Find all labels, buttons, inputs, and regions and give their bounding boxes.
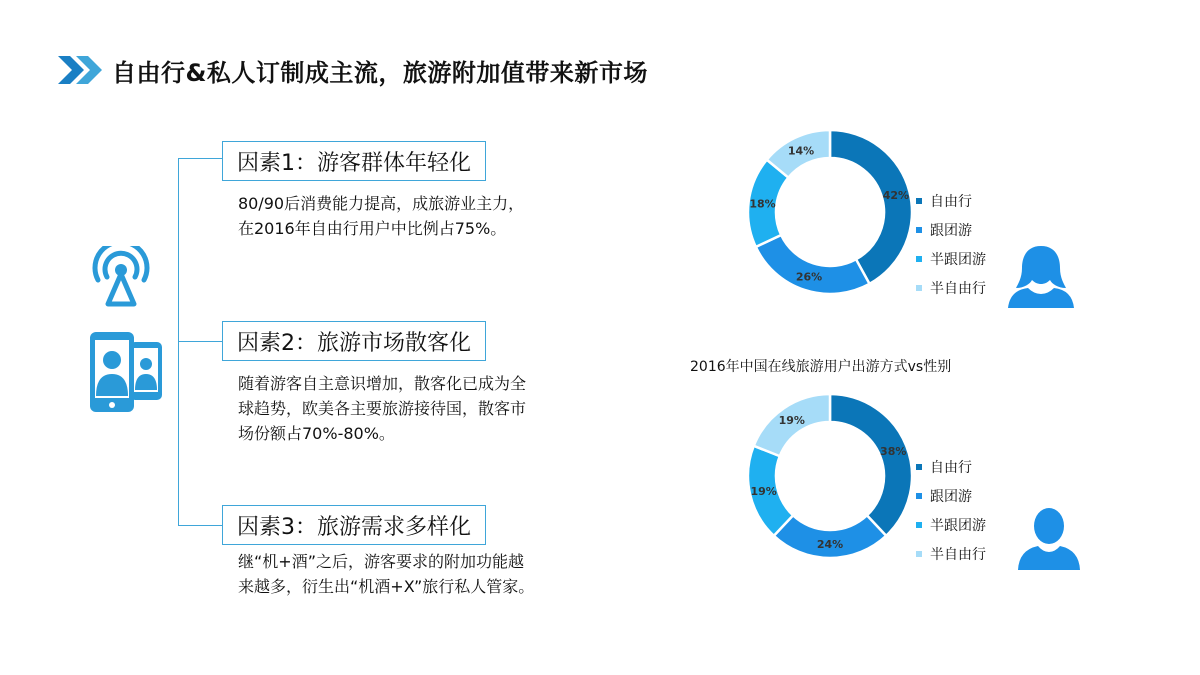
factor-2-heading: 因素2：旅游市场散客化: [222, 321, 486, 361]
legend-item: [916, 186, 986, 215]
legend-swatch: [916, 551, 922, 557]
slice-data-label: 19%: [750, 484, 777, 498]
factor-bracket: [178, 158, 223, 526]
legend-swatch: [916, 227, 922, 233]
slice-data-label: 38%: [880, 444, 907, 458]
legend-swatch: [916, 256, 922, 262]
legend-swatch: [916, 493, 922, 499]
signal-tower-icon: [86, 246, 156, 312]
description-line: 80/90后消费能力提高，成旅游业主力，: [238, 194, 525, 213]
legend-label: 自由行: [930, 459, 972, 476]
factor-1-heading: 因素1：游客群体年轻化: [222, 141, 486, 181]
connector-line: [178, 158, 222, 159]
legend-item: [916, 481, 986, 510]
donut-chart-female: [740, 122, 920, 302]
slice-data-label: 42%: [882, 189, 910, 203]
legend-item: [916, 452, 986, 481]
video-call-phone-icon: [86, 328, 166, 416]
legend-label: 半自由行: [930, 280, 986, 297]
male-user-icon: [1016, 506, 1082, 570]
connector-line: [178, 525, 222, 526]
legend-item: [916, 510, 986, 539]
slice-data-label: 19%: [778, 413, 805, 427]
slice-data-label: 24%: [816, 538, 844, 551]
description-line: 场份额占70%-80%。: [238, 424, 395, 443]
legend-label: 跟团游: [930, 222, 972, 239]
slice-data-label: 26%: [795, 270, 823, 284]
chart-caption: 2016年中国在线旅游用户出游方式vs性别: [690, 359, 952, 375]
connector-line: [178, 341, 222, 342]
chevron-right-icon: [58, 50, 106, 90]
factor-3-heading: 因素3：旅游需求多样化: [222, 505, 486, 545]
legend-swatch: [916, 522, 922, 528]
factor-3-description: [238, 549, 598, 599]
description-line: 球趋势，欧美各主要旅游接待国，散客市: [238, 399, 527, 418]
legend-item: [916, 244, 986, 273]
legend-label: 跟团游: [930, 488, 972, 505]
legend-item: [916, 539, 986, 568]
description-line: 继“机+酒”之后，游客要求的附加功能越: [238, 552, 524, 571]
legend-item: [916, 273, 986, 302]
donut-slice-2: [774, 515, 886, 558]
legend-label: 半自由行: [930, 546, 986, 563]
female-user-icon: [1006, 244, 1076, 308]
page-title: 自由行&私人订制成主流，旅游附加值带来新市场: [112, 58, 648, 87]
factor-1-description: [238, 191, 598, 241]
legend-label: 半跟团游: [930, 251, 986, 268]
chart-legend: [916, 452, 986, 568]
factor-2-description: [238, 371, 598, 446]
donut-chart-male: [740, 386, 920, 566]
legend-label: 自由行: [930, 193, 972, 210]
donut-slice-2: [756, 235, 870, 294]
donut-slice-1: [830, 130, 912, 284]
chart-legend: [916, 186, 986, 302]
legend-swatch: [916, 285, 922, 291]
slice-data-label: 18%: [749, 197, 776, 211]
description-line: 随着游客自主意识增加，散客化已成为全: [238, 374, 527, 393]
donut-slice-1: [830, 394, 912, 536]
legend-label: 半跟团游: [930, 517, 986, 534]
description-line: 来越多，衍生出“机酒+X”旅行私人管家。: [238, 577, 535, 596]
legend-swatch: [916, 198, 922, 204]
slice-data-label: 14%: [787, 144, 815, 158]
description-line: 在2016年自由行用户中比例占75%。: [238, 219, 507, 238]
legend-item: [916, 215, 986, 244]
legend-swatch: [916, 464, 922, 470]
slide-header: [58, 50, 648, 90]
